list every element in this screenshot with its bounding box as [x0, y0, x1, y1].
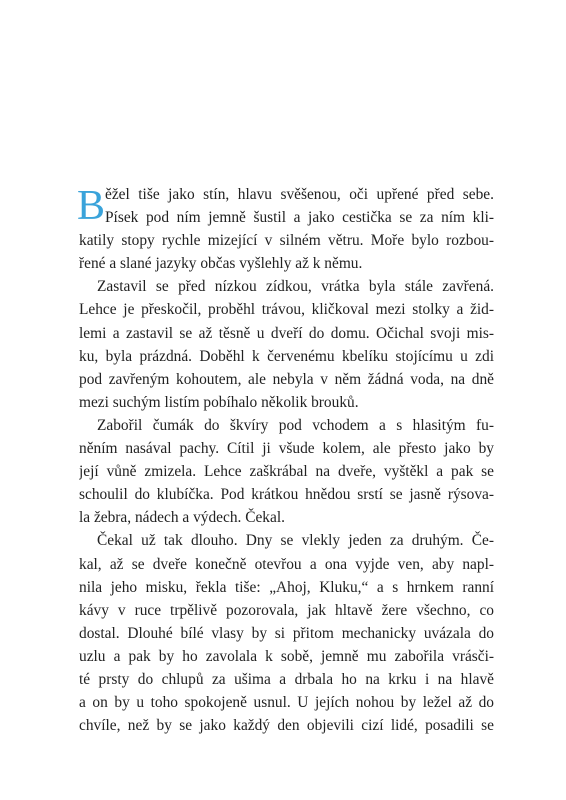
- drop-cap-letter: B: [77, 183, 106, 229]
- paragraph-3-line-2: něním nasával pachy. Cítil ji všude kolem, ale přesto jako by: [79, 440, 494, 458]
- paragraph-4-line-5: dostal. Dlouhé bílé vlasy by si přitom mechanicky uvázala do: [79, 624, 494, 642]
- body-text: [79, 183, 494, 737]
- paragraph-1-line-1: ěžel tiše jako stín, hlavu svěšenou, oči upřené před sebe.: [105, 186, 494, 203]
- paragraph-3-line-1: Zabořil čumák do škvíry pod vchodem a s hlasitým fu-: [97, 416, 494, 434]
- paragraph-4-line-1: Čekal už tak dlouho. Dny se vlekly jeden za druhým. Če-: [97, 532, 494, 550]
- paragraph-3-line-5: la žebra, nádech a výdech. Čekal.: [79, 509, 285, 527]
- paragraph-2-line-4: ku, byla prázdná. Doběhl k červenému kbelíku stojícímu u zdi: [79, 347, 494, 365]
- paragraph-4-line-4: kávy v ruce trpělivě pozorovala, jak hltavě žere všechno, co: [79, 601, 494, 619]
- paragraph-2-line-3: lemi a zastavil se až těsně u dveří do domu. Očichal svoji mis-: [79, 324, 494, 342]
- paragraph-2-line-5: pod zavřeným kohoutem, ale nebyla v něm žádná voda, na dně: [79, 370, 494, 388]
- paragraph-1-line-4: řené a slané jazyky občas vyšlehly až k němu.: [79, 255, 363, 273]
- paragraph-2-line-6: mezi suchým listím pobíhalo několik brouků.: [79, 393, 359, 411]
- paragraph-4-line-6: uzlu a pak by ho zavolala k sobě, jemně mu zabořila vrásči-: [79, 647, 494, 665]
- paragraph-2-line-1: Zastavil se před nízkou zídkou, vrátka byla stále zavřená.: [97, 278, 494, 296]
- paragraph-2-line-2: Lehce je přeskočil, proběhl trávou, kličkoval mezi stolky a žid-: [79, 301, 494, 319]
- paragraph-3-line-4: schoulil do klubíčka. Pod krátkou hnědou srstí se jasně rýsova-: [79, 486, 494, 504]
- paragraph-4-line-9: chvíle, než by se jako každý den objevili cizí lidé, posadili se: [79, 717, 494, 735]
- paragraph-1-line-3: katily stopy rychle mizející v silném větru. Moře bylo rozbou-: [79, 232, 494, 250]
- paragraph-3-line-3: její vůně zmizela. Lehce zaškrábal na dveře, vyštěkl a pak se: [79, 463, 494, 481]
- paragraph-1-line-2: Písek pod ním jemně šustil a jako cestička se za ním kli-: [105, 209, 494, 227]
- paragraph-4-line-2: kal, až se dveře konečně otevřou a ona vyjde ven, aby napl-: [79, 555, 494, 573]
- paragraph-4-line-3: nila jeho misku, řekla tiše: „Ahoj, Kluku,“ a s hrnkem ranní: [79, 578, 494, 596]
- paragraph-4-line-8: a on by u toho spokojeně usnul. U jejích nohou by ležel až do: [79, 694, 494, 712]
- paragraph-4-line-7: té prsty do chlupů za ušima a drbala ho na krku i na hlavě: [79, 670, 494, 688]
